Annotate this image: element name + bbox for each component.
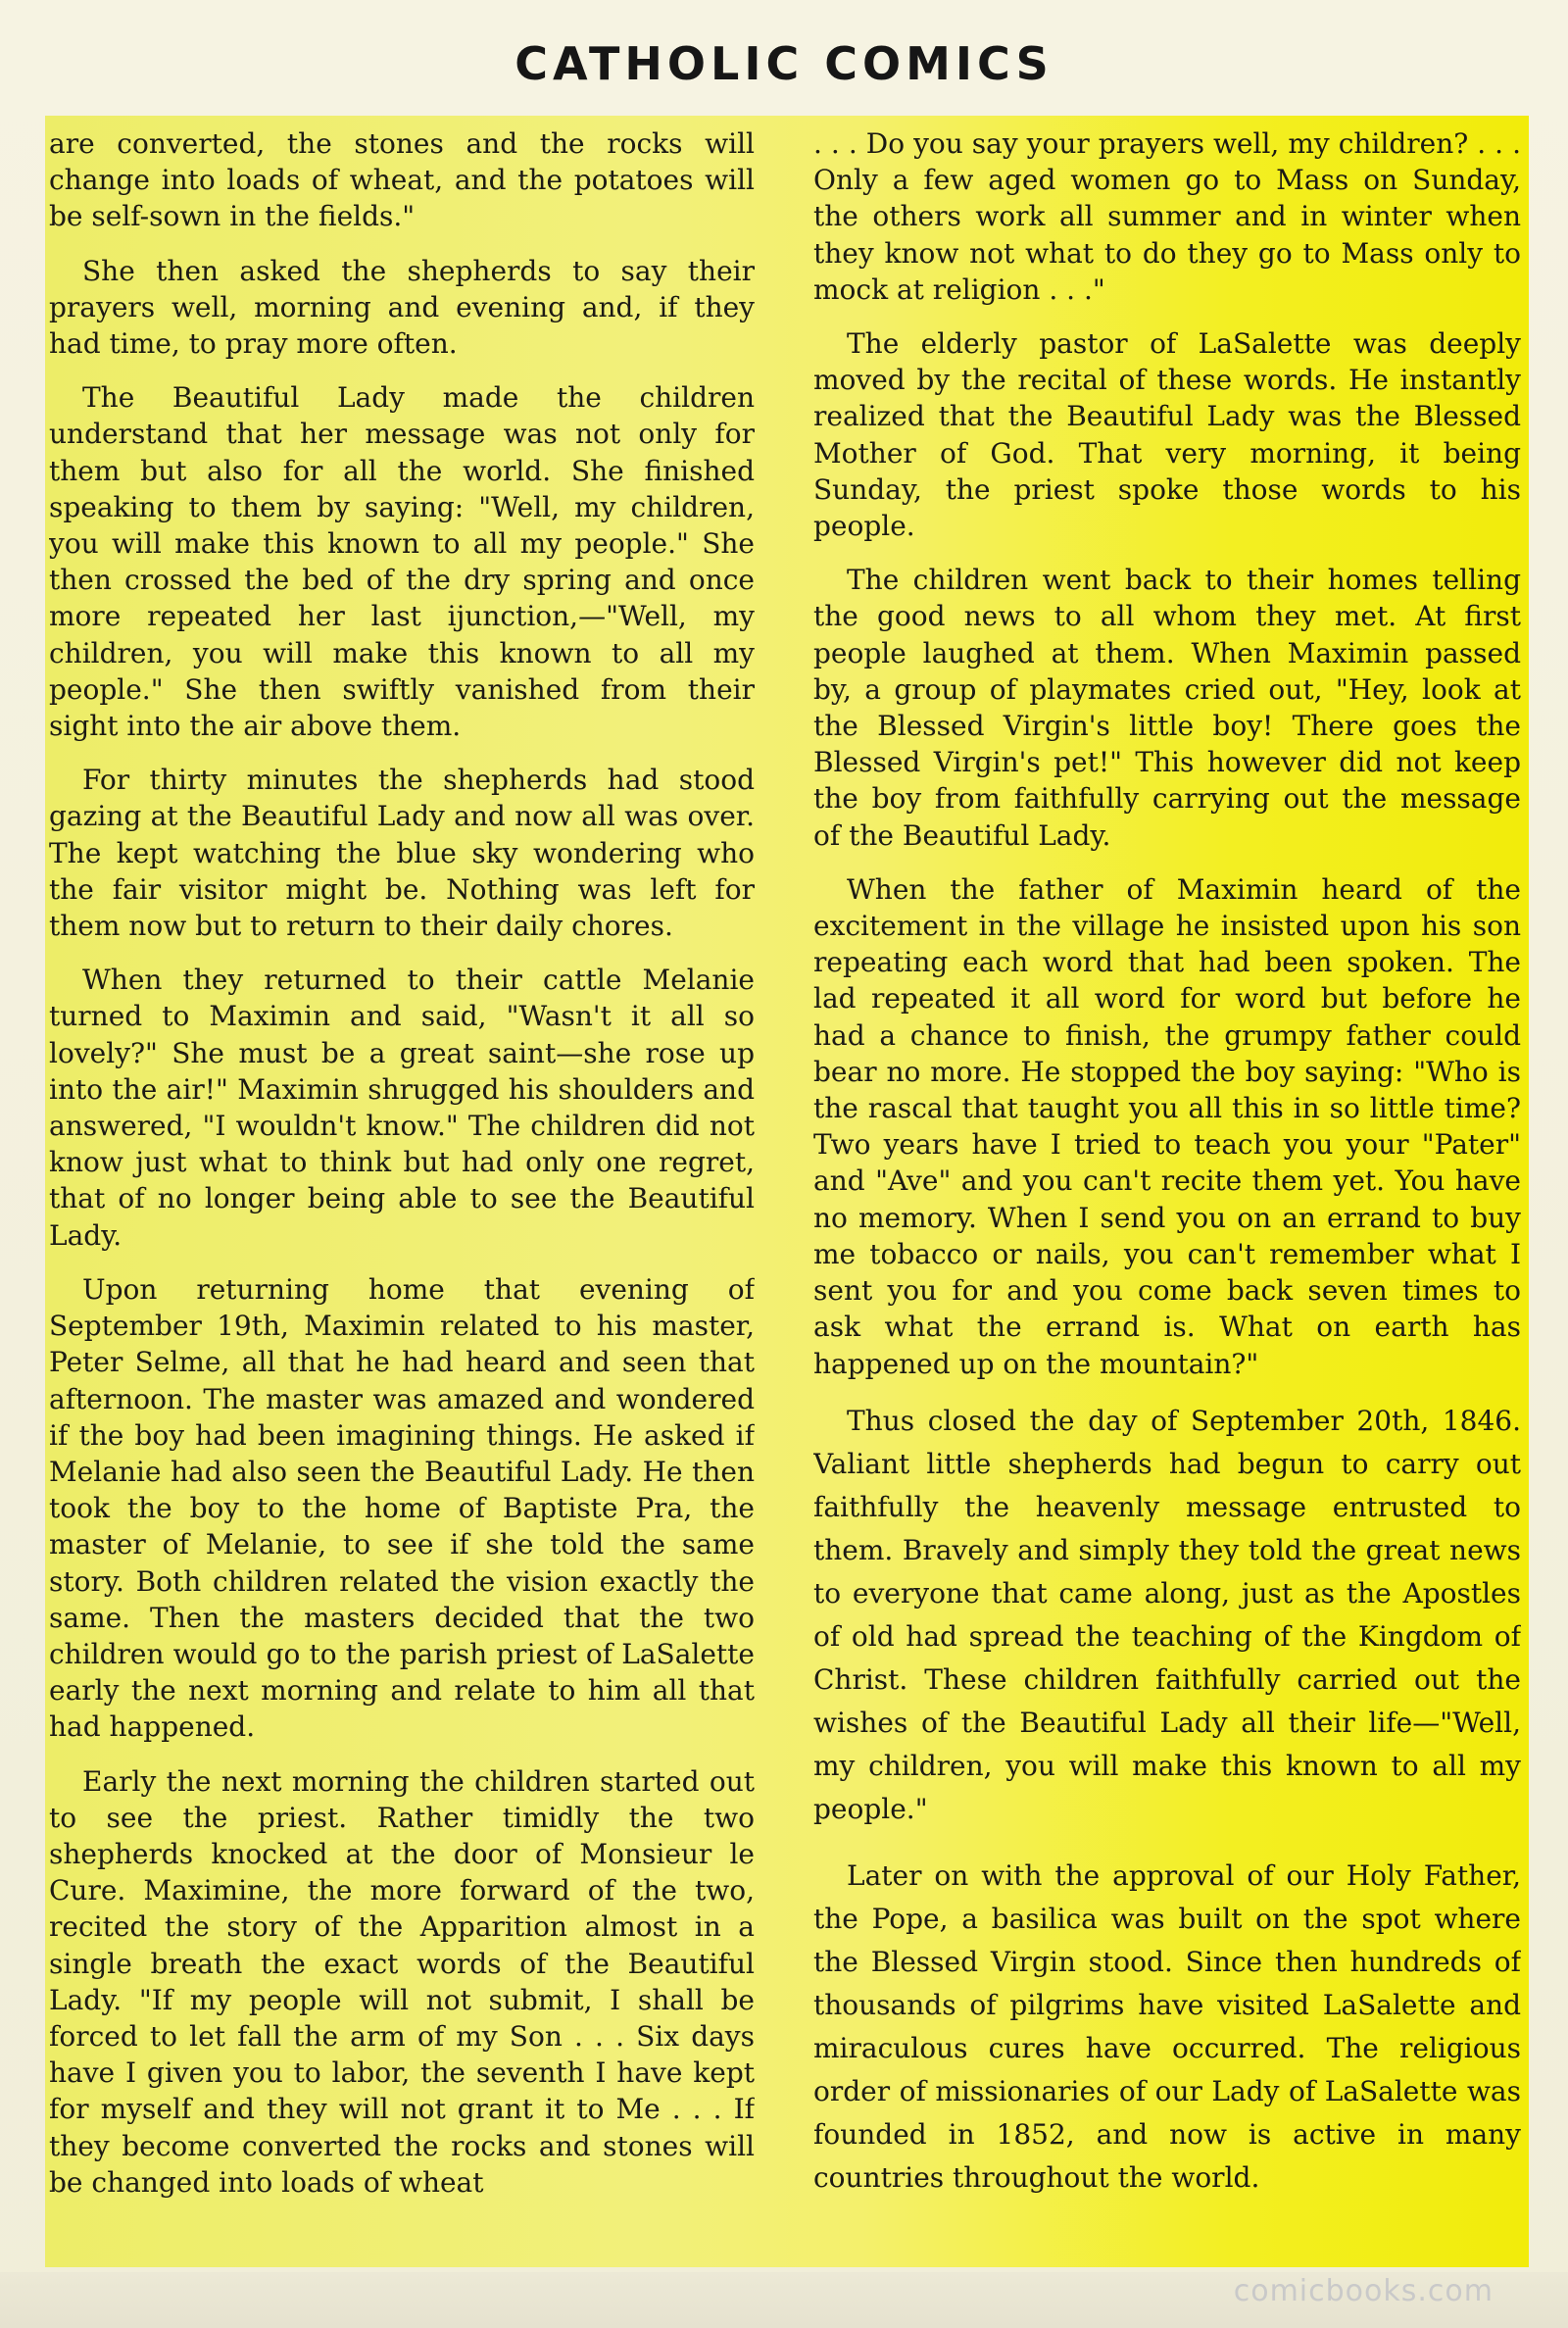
left-paragraph-4: For thirty minutes the shepherds had stood gazing at the Beautiful Lady and now all was over. The kept watching the blue sky wondering who the fair visitor might be. Nothing was left for them now but to return to their daily chores. (49, 764, 755, 943)
right-paragraph-3: The children went back to their homes telling the good news to all whom they met. At first people laughed at them. When Maximin passed by, a group of playmates cried out, "Hey, look at the Blessed Virgin's little boy! There goes the Blessed Virgin's pet!" This however did not keep the boy from faithfully carrying out the message of the Beautiful Lady. (813, 564, 1521, 852)
left-paragraph-7: Early the next morning the children started out to see the priest. Rather timidly the two shepherds knocked at the door of Monsieur le Cure. Maximine, the more forward of the two, recited the story of the Apparition almost in a single breath the exact words of the Beautiful Lady. "If my people will not submit, I shall be forced to let fall the arm of my Son . . . Six days have I given you to labor, the seventh I have kept for myself and they will not grant it to Me . . . If they become converted the rocks and stones will be changed into loads of wheat (49, 1764, 755, 2199)
left-text-column (49, 125, 755, 2262)
right-paragraph-4: When the father of Maximin heard of the excitement in the village he insisted upon his son repeating each word that had been spoken. The lad repeated it all word for word but before he had a chance to finish, the grumpy father could bear no more. He stopped the boy saying: "Who is the rascal that taught you all this in so little time? Two years have I tried to teach you your "Pater" and "Ave" and you can't recite them yet. You have no memory. When I send you on an errand to buy me tobacco or nails, you can't remember what I sent you for and you come back seven times to ask what the errand is. What on earth has happened up on the mountain?" (813, 872, 1521, 1380)
left-paragraph-6: Upon returning home that evening of September 19th, Maximin related to his master, Peter Selme, all that he had heard and seen that afternoon. The master was amazed and wondered if the boy had been imagining things. He asked if Melanie had also seen the Beautiful Lady. He then took the boy to the home of Baptiste Pra, the master of Melanie, to see if she told the same story. Both children related the vision exactly the same. Then the masters decided that the two children would go to the parish priest of LaSalette early the next morning and relate to him all that had happened. (49, 1272, 755, 1744)
right-paragraph-5: Thus closed the day of September 20th, 1846. Valiant little shepherds had begun to carry out faithfully the heavenly message entrusted to them. Bravely and simply they told the great news to everyone that came along, just as the Apostles of old had spread the teaching of the Kingdom of Christ. These children faithfully carried out the wishes of the Beautiful Lady all their life—"Well, my children, you will make this known to all my people." (813, 1404, 1521, 1825)
right-paragraph-1: . . . Do you say your prayers well, my children? . . . Only a few aged women go to Mass on Sunday, the others work all summer and in winter when they know not what to do they go to Mass only to mock at religion . . ." (813, 127, 1521, 306)
left-paragraph-5: When they returned to their cattle Melanie turned to Maximin and said, "Wasn't it all so lovely?" She must be a great saint—she rose up into the air!" Maximin shrugged his shoulders and answered, "I wouldn't know." The children did not know just what to think but had only one regret, that of no longer being able to see the Beautiful Lady. (49, 964, 755, 1252)
left-paragraph-2: She then asked the shepherds to say their prayers well, morning and evening and, if they had time, to pray more often. (49, 254, 755, 361)
left-paragraph-3: The Beautiful Lady made the children understand that her message was not only for them but also for all the world. She finished speaking to them by saying: "Well, my children, you will make this known to all my people." She then crossed the bed of the dry spring and once more repeated her last ijunction,—"Well, my children, you will make this known to all my people." She then swiftly vanished from their sight into the air above them. (49, 381, 755, 743)
watermark: comicbooks.com (1233, 2274, 1494, 2308)
right-paragraph-2: The elderly pastor of LaSalette was deeply moved by the recital of these words. He instantly realized that the Beautiful Lady was the Blessed Mother of God. That very morning, it being Sunday, the priest spoke those words to his people. (813, 327, 1521, 543)
page-title: CATHOLIC COMICS (514, 37, 1054, 90)
left-paragraph-1: are converted, the stones and the rocks will change into loads of wheat, and the potatoes will be self-sown in the fields." (49, 127, 755, 233)
right-text-column (813, 125, 1521, 2262)
right-paragraph-6: Later on with the approval of our Holy Father, the Pope, a basilica was built on the spot where the Blessed Virgin stood. Since then hundreds of thousands of pilgrims have visited LaSalette and miraculous cures have occurred. The religious order of missionaries of our Lady of LaSalette was founded in 1852, and now is active in many countries throughout the world. (813, 1858, 1521, 2194)
